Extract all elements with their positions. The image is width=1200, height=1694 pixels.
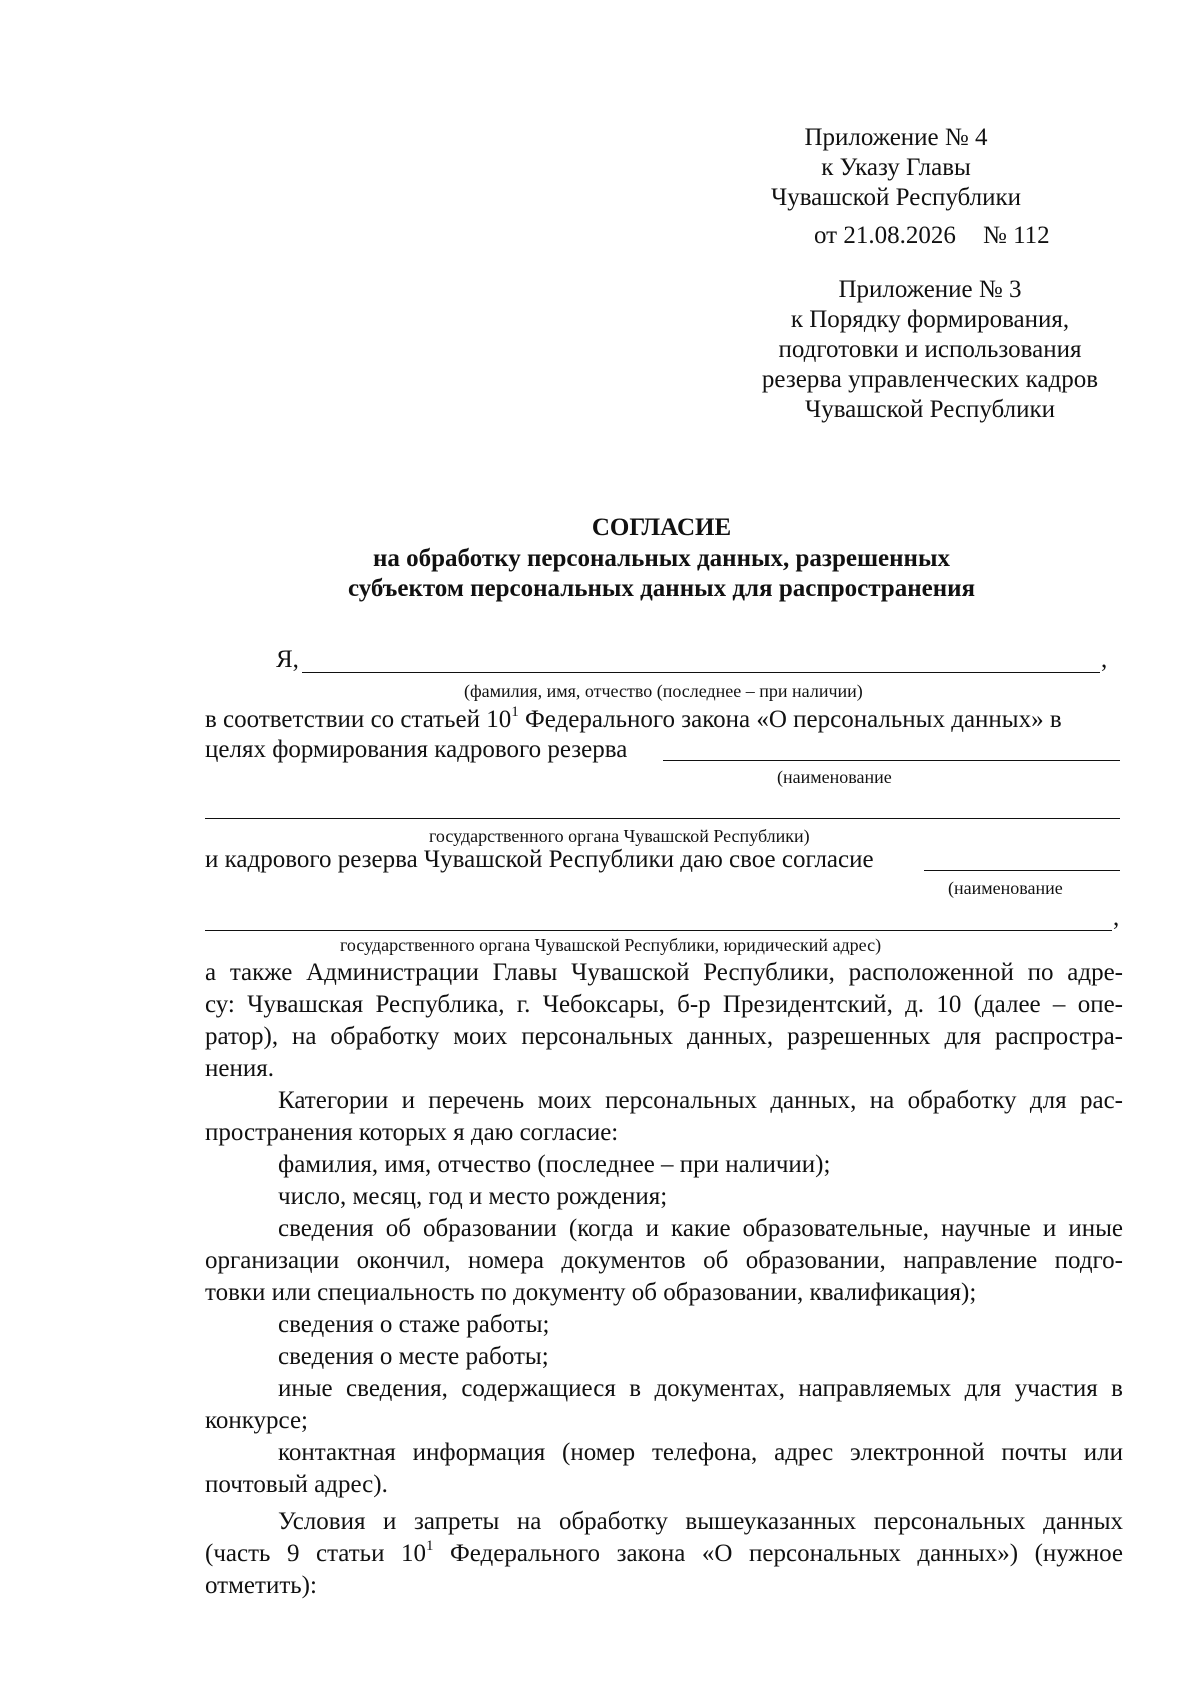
- comma: ,: [1101, 646, 1108, 673]
- appendix-3-order: к Порядку формирования,: [790, 306, 1070, 333]
- list-item-education-line-1: сведения об образовании (когда и какие образовательные, научные и иные: [278, 1215, 1123, 1242]
- pronoun-i: Я,: [276, 646, 299, 673]
- organization-name-blank-2: [205, 818, 1120, 819]
- purpose-text: целях формирования кадрового резерва: [205, 736, 628, 763]
- paragraph-3-line-3: отметить):: [205, 1572, 317, 1599]
- organization-name-caption-1: (наименование: [777, 767, 892, 787]
- paragraph-1-line-1: а также Администрации Главы Чувашской Республики, расположенной по адре-: [205, 959, 1123, 986]
- list-item-full-name: фамилия, имя, отчество (последнее – при наличии);: [278, 1151, 831, 1178]
- list-item-contacts-line-1: контактная информация (номер телефона, адрес электронной почты или: [278, 1439, 1123, 1466]
- appendix-4-decree: к Указу Главы: [821, 154, 971, 181]
- document-subtitle-line-2: субъектом персональных данных для распространения: [347, 575, 976, 602]
- list-item-education-line-2: организации окончил, номера документов об образовании, направление подго-: [205, 1247, 1123, 1274]
- document-title: СОГЛАСИЕ: [591, 514, 732, 541]
- paragraph-3-line-1: Условия и запреты на обработку вышеуказанных персональных данных: [278, 1508, 1123, 1535]
- list-item-other-line-2: конкурсе;: [205, 1407, 308, 1434]
- paragraph-1-line-2: су: Чувашская Республика, г. Чебоксары, б-р Президентский, д. 10 (далее – опе-: [205, 991, 1123, 1018]
- organization-name-caption-2: (наименование: [948, 878, 1063, 898]
- appendix-3-preparation: подготовки и использования: [778, 336, 1082, 363]
- state-body-caption-2: государственного органа Чувашской Республики, юридический адрес): [340, 935, 882, 955]
- list-item-experience: сведения о стаже работы;: [278, 1311, 550, 1338]
- organization-name-blank-1: [663, 760, 1120, 761]
- paragraph-3-line-2: (часть 9 статьи $10^1$ Федерального закона «О персональных данных») (нужное: [205, 1537, 1123, 1567]
- appendix-4-republic: Чувашской Республики: [770, 184, 1022, 211]
- comma-2: ,: [1113, 904, 1120, 931]
- list-item-other-line-1: иные сведения, содержащиеся в документах, направляемых для участия в: [278, 1375, 1123, 1402]
- appendix-3-republic: Чувашской Республики: [804, 396, 1056, 423]
- appendix-4-date: от 21.08.2026: [814, 222, 956, 249]
- list-item-workplace: сведения о месте работы;: [278, 1343, 549, 1370]
- appendix-4-title: Приложение № 4: [804, 124, 988, 151]
- appendix-3-reserve: резерва управленческих кадров: [761, 366, 1099, 393]
- document-subtitle-line-1: на обработку персональных данных, разрешенных: [373, 545, 950, 572]
- state-body-caption-1: государственного органа Чувашской Республики): [429, 826, 810, 846]
- appendix-4-number: № 112: [983, 222, 1050, 249]
- paragraph-2-line-1: Категории и перечень моих персональных данных, на обработку для рас-: [278, 1087, 1123, 1114]
- list-item-contacts-line-2: почтовый адрес).: [205, 1471, 388, 1498]
- organization-address-blank: [205, 930, 1112, 931]
- full-name-blank: [302, 672, 1100, 673]
- list-item-birth: число, месяц, год и место рождения;: [278, 1183, 668, 1210]
- organization-name-blank-3: [924, 870, 1120, 871]
- paragraph-1-line-3: ратор), на обработку моих персональных данных, разрешенных для распростра-: [205, 1023, 1123, 1050]
- list-item-education-line-3: товки или специальность по документу об образовании, квалификация);: [205, 1279, 977, 1306]
- appendix-3-title: Приложение № 3: [838, 276, 1022, 303]
- law-reference-line: в соответствии со статьей $10^1$ Федерального закона «О персональных данных» в: [205, 703, 1062, 733]
- paragraph-1-line-4: нения.: [205, 1055, 274, 1082]
- paragraph-2-line-2: пространения которых я даю согласие:: [205, 1119, 619, 1146]
- consent-text: и кадрового резерва Чувашской Республики даю свое согласие: [205, 846, 874, 873]
- full-name-caption: (фамилия, имя, отчество (последнее – при наличии): [464, 681, 863, 701]
